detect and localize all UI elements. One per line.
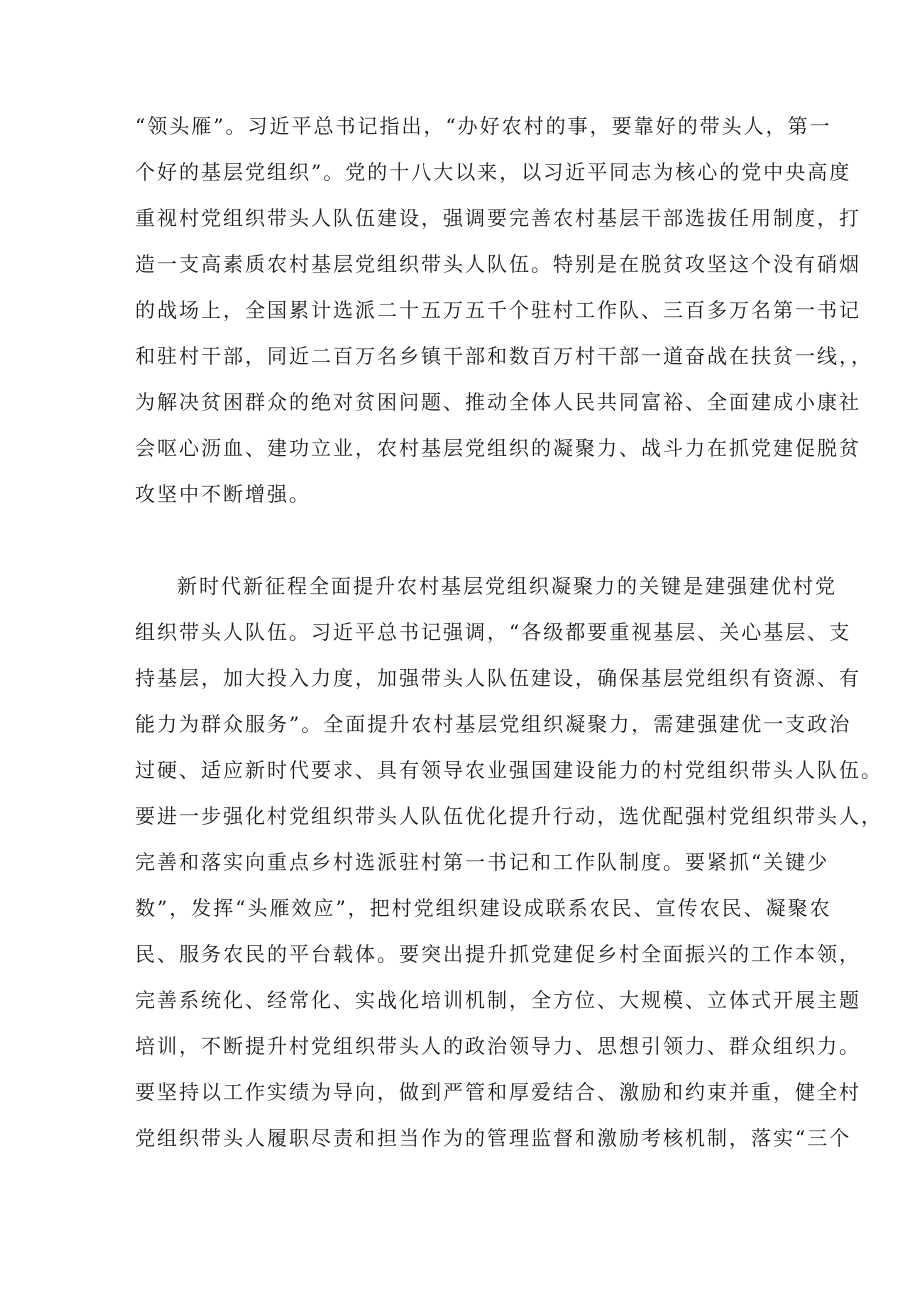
text-line: 要进一步强化村党组织带头人队伍优化提升行动，选优配强村党组织带头人， bbox=[135, 804, 883, 828]
text-line: 为解决贫困群众的绝对贫困问题、推动全体人民共同富裕、全面建成小康社 bbox=[135, 390, 861, 414]
text-line: 个好的基层党组织”。党的十八大以来，以习近平同志为核心的党中央高度 bbox=[135, 160, 852, 184]
text-line: 培训，不断提升村党组织带头人的政治领导力、思想引领力、群众组织力。 bbox=[135, 1034, 861, 1058]
text-line: 攻坚中不断增强。 bbox=[135, 482, 311, 506]
text-line: 民、服务农民的平台载体。要突出提升抓党建促乡村全面振兴的工作本领， bbox=[135, 942, 861, 966]
text-line: 的战场上，全国累计选派二十五万五千个驻村工作队、三百多万名第一书记 bbox=[135, 298, 861, 322]
text-line: 造一支高素质农村基层党组织带头人队伍。特别是在脱贫攻坚这个没有硝烟 bbox=[135, 252, 861, 276]
text-line: “领头雁”。习近平总书记指出，“办好农村的事，要靠好的带头人，第一 bbox=[135, 114, 832, 138]
text-line: 会呕心沥血、建功立业，农村基层党组织的凝聚力、战斗力在抓党建促脱贫 bbox=[135, 436, 861, 460]
paragraph-1 bbox=[135, 103, 873, 517]
text-line: 党组织带头人履职尽责和担当作为的管理监督和激励考核机制，落实“三个 bbox=[135, 1126, 852, 1150]
paragraph-2 bbox=[135, 563, 883, 1161]
text-line: 和驻村干部，同近二百万名乡镇干部和数百万村干部一道奋战在扶贫一线，， bbox=[135, 344, 873, 368]
text-line: 组织带头人队伍。习近平总书记强调，“各级都要重视基层、关心基层、支 bbox=[135, 620, 852, 644]
text-line: 过硬、适应新时代要求、具有领导农业强国建设能力的村党组织带头人队伍。 bbox=[135, 758, 883, 782]
text-line: 要坚持以工作实绩为导向，做到严管和厚爱结合、激励和约束并重，健全村 bbox=[135, 1080, 861, 1104]
text-line: 重视村党组织带头人队伍建设，强调要完善农村基层干部选拔任用制度，打 bbox=[135, 206, 861, 230]
text-line: 新时代新征程全面提升农村基层党组织凝聚力的关键是建强建优村党 bbox=[177, 574, 837, 598]
text-line: 数”，发挥“头雁效应”，把村党组织建设成联系农民、宣传农民、凝聚农 bbox=[135, 896, 832, 920]
text-line: 持基层，加大投入力度，加强带头人队伍建设，确保基层党组织有资源、有 bbox=[135, 666, 861, 690]
text-line: 完善和落实向重点乡村选派驻村第一书记和工作队制度。要紧抓“关键少 bbox=[135, 850, 830, 874]
text-line: 完善系统化、经常化、实战化培训机制，全方位、大规模、立体式开展主题 bbox=[135, 988, 861, 1012]
text-line: 能力为群众服务”。全面提升农村基层党组织凝聚力，需建强建优一支政治 bbox=[135, 712, 852, 736]
